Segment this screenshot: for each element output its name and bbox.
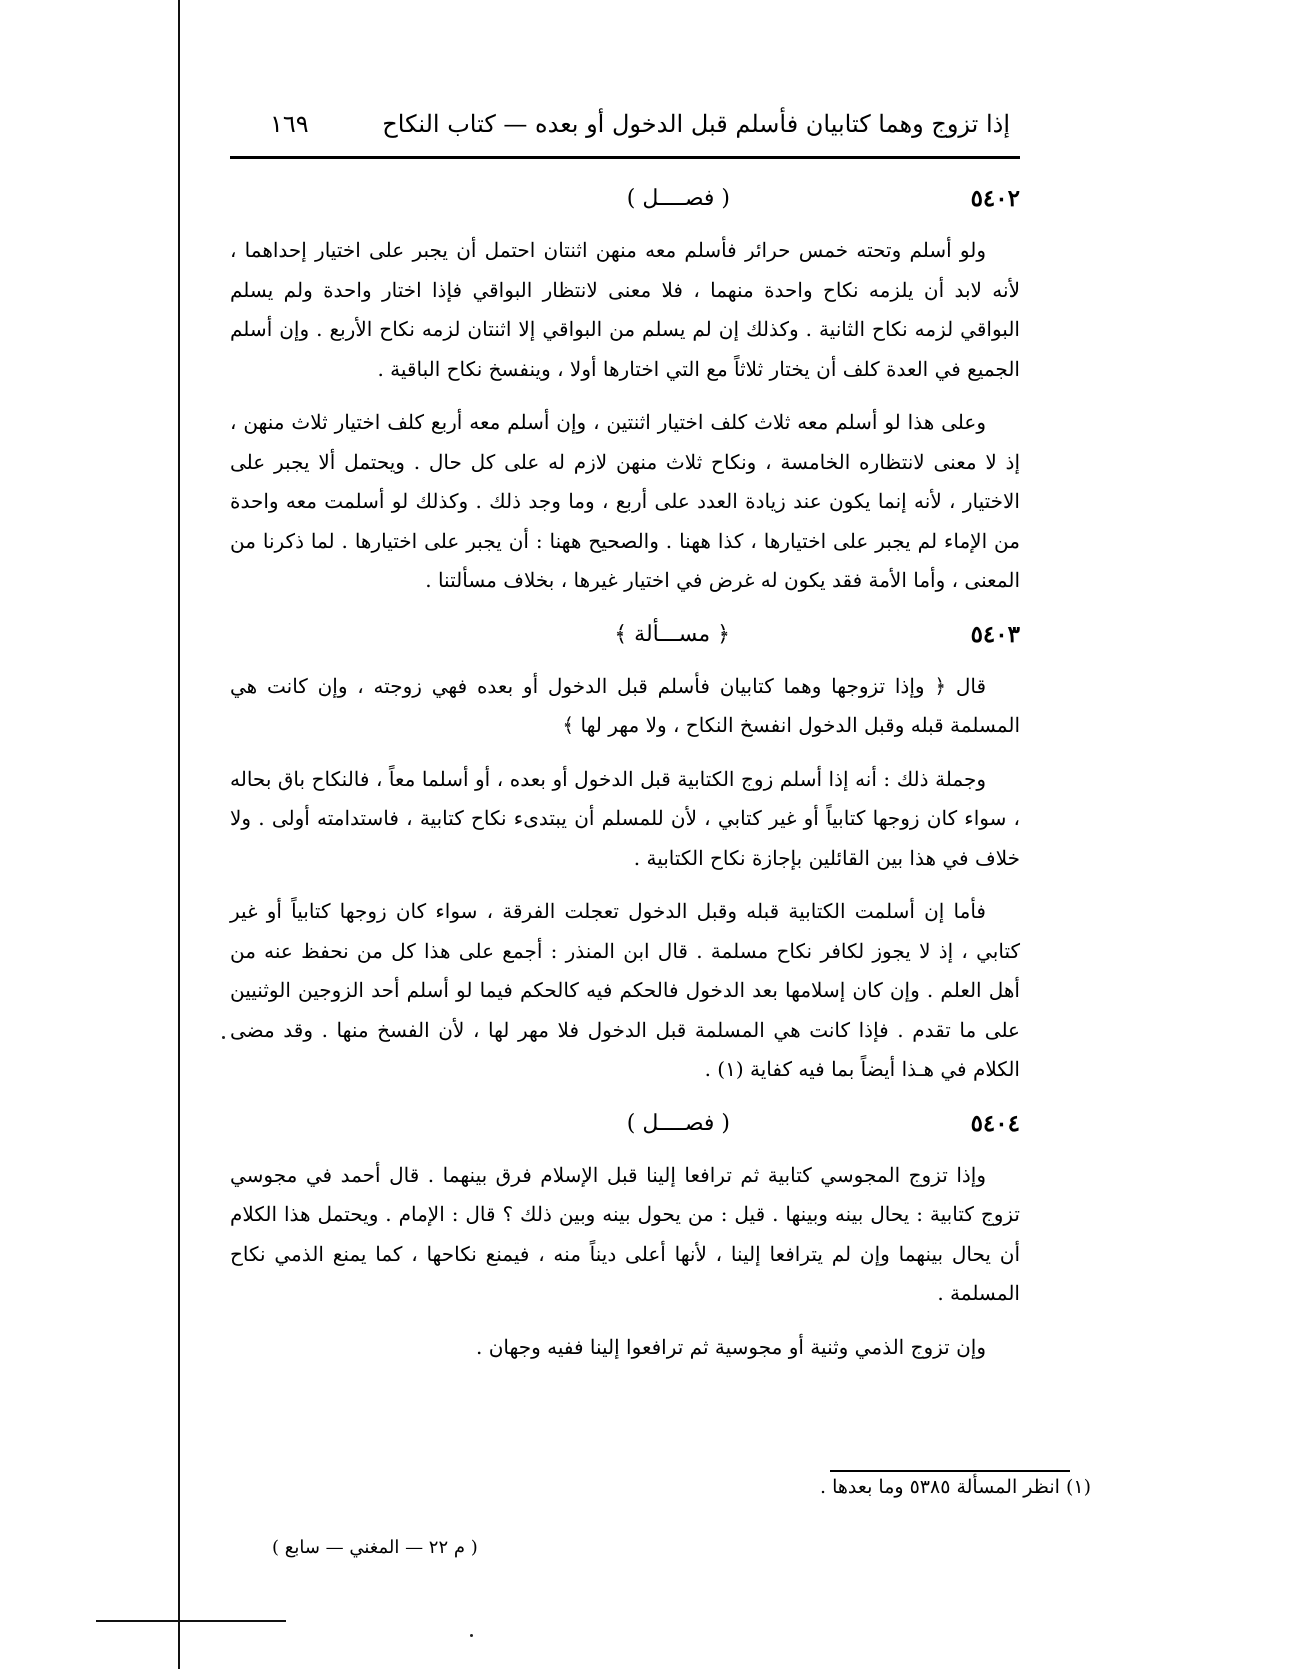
footnote: (١) انظر المسألة ٥٣٨٥ وما بعدها .	[820, 1476, 1091, 1498]
section-heading	[230, 1104, 1020, 1148]
paragraph: وإن تزوج الذمي وثنية أو مجوسية ثم ترافعوا إلينا ففيه وجهان .	[476, 1334, 986, 1359]
scan-speck	[470, 1634, 473, 1637]
section-5403	[230, 615, 1020, 1090]
paragraph: وإذا تزوج المجوسي كتابية ثم ترافعا إلينا قبل الإسلام فرق بينهما . قال أحمد في مجوسي تزوج كتابية : يحال بينه وبينها . قيل : من يحول بينه وبين ذلك ؟ قال : الإمام . ويحتمل هذا الكلام أن يحال بينهما وإن لم يترافعا إلينا ، لأنها أعلى ديناً منه ، فيمنع نكاحها ، كما يمنع الذمي نكاح المسلمة .	[230, 1162, 1020, 1305]
section-heading	[230, 179, 1020, 223]
paragraph: قال ﴿ وإذا تزوجها وهما كتابيان فأسلم قبل الدخول أو بعده فهي زوجته ، وإن كانت هي المسلمة قبله وقبل الدخول انفسخ النكاح ، ولا مهر لها ﴾	[230, 673, 1020, 737]
scan-margin-line-horizontal	[96, 1620, 286, 1622]
section-number: ٥٤٠٢	[970, 185, 1020, 212]
header-rule	[230, 156, 1020, 159]
section-title: ( فصــــل )	[626, 186, 730, 211]
section-number: ٥٤٠٤	[970, 1109, 1020, 1137]
footnote-rule	[830, 1470, 1070, 1472]
paragraph: فأما إن أسلمت الكتابية قبله وقبل الدخول تعجلت الفرقة ، سواء كان زوجها كتابياً أو غير كتابي ، إذ لا يجوز لكافر نكاح مسلمة . قال ابن المنذر : أجمع على هذا كل من نحفظ عنه من أهل العلم . وإن كان إسلامها بعد الدخول فالحكم فيه كالحكم فيما لو أسلم أحد الزوجين الوثنيين على ما تقدم . فإذا كانت هي المسلمة قبل الدخول فلا مهر لها ، لأن الفسخ منها . وقد مضى الكلام في هـذا أيضاً بما فيه كفاية (١) .	[230, 899, 1020, 1081]
printer-signature: ( م ٢٢ — المغني — سابع )	[272, 1537, 478, 1558]
page-body	[230, 175, 1020, 1381]
section-title: ( فصــــل )	[626, 1110, 730, 1136]
section-heading	[230, 615, 1020, 659]
scan-speck	[222, 1036, 225, 1039]
running-header	[230, 110, 1010, 150]
section-title: ﴿ مســـألة ﴾	[614, 621, 730, 647]
paragraph: وجملة ذلك : أنه إذا أسلم زوج الكتابية قبل الدخول أو بعده ، أو أسلما معاً ، فالنكاح باق بحاله ، سواء كان زوجها كتابياً أو غير كتابي ، لأن للمسلم أن يبتدىء نكاح كتابية ، فاستدامته أولى . ولا خلاف في هذا بين القائلين بإجازة نكاح الكتابية .	[230, 766, 1020, 870]
section-number: ٥٤٠٣	[970, 620, 1020, 648]
page-number: ١٦٩	[270, 110, 309, 138]
paragraph: ولو أسلم وتحته خمس حرائر فأسلم معه منهن اثنتان احتمل أن يجبر على اختيار إحداهما ، لأنه لابد أن يلزمه نكاح واحدة منهما ، فلا معنى لانتظار البواقي فإذا اختار واحدة ولم يسلم البواقي لزمه نكاح الثانية . وكذلك إن لم يسلم من البواقي إلا اثنتان لزمه نكاح الأربع . وإن أسلم الجميع في العدة كلف أن يختار ثلاثاً مع التي اختارها أولا ، وينفسخ نكاح الباقية .	[230, 238, 1020, 381]
section-5402	[230, 179, 1020, 601]
section-5404	[230, 1104, 1020, 1368]
header-title: إذا تزوج وهما كتابيان فأسلم قبل الدخول أو بعده — كتاب النكاح	[382, 110, 1010, 138]
paragraph: وعلى هذا لو أسلم معه ثلاث كلف اختيار اثنتين ، وإن أسلم معه أربع كلف اختيار ثلاث منهن ، إذ لا معنى لانتظاره الخامسة ، ونكاح ثلاث منهن لازم له على كل حال . ويحتمل ألا يجبر على الاختيار ، لأنه إنما يكون عند زيادة العدد على أربع ، وما وجد ذلك . وكذلك لو أسلمت معه واحدة من الإماء لم يجبر على اختيارها ، كذا ههنا . والصحيح ههنا : أن يجبر على اختيارها . لما ذكرنا من المعنى ، وأما الأمة فقد يكون له غرض في اختيار غيرها ، بخلاف مسألتنا .	[230, 410, 1020, 592]
scan-margin-line-vertical	[178, 0, 180, 1669]
